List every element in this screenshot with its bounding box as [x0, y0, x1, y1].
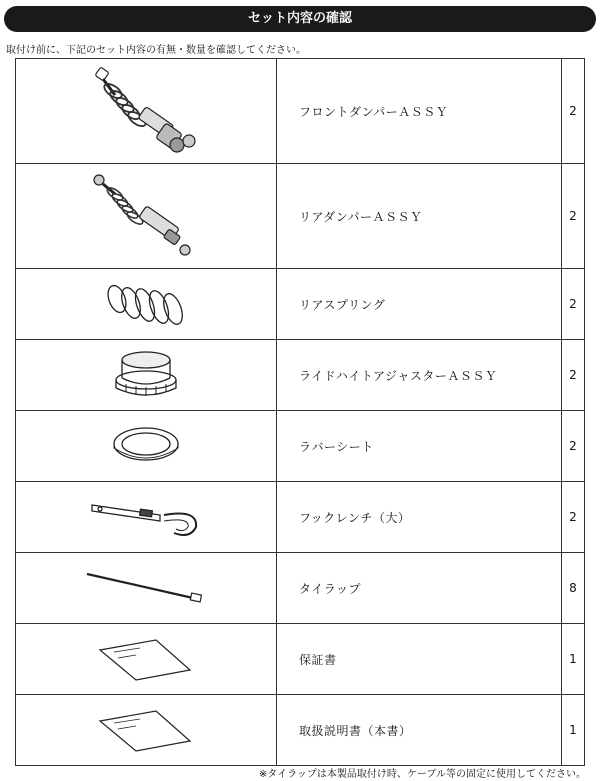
item-qty: 1 — [562, 624, 585, 695]
item-name: フックレンチ（大） — [277, 482, 562, 553]
item-qty: 8 — [562, 553, 585, 624]
item-qty: 2 — [562, 164, 585, 269]
item-name: タイラップ — [277, 553, 562, 624]
item-qty: 1 — [562, 695, 585, 766]
table-row — [16, 340, 585, 411]
item-qty: 2 — [562, 340, 585, 411]
parts-table — [15, 58, 585, 766]
item-name: リアスプリング — [277, 269, 562, 340]
item-image-cell — [16, 482, 277, 553]
item-image-cell — [16, 553, 277, 624]
item-qty: 2 — [562, 59, 585, 164]
table-row — [16, 411, 585, 482]
table-row — [16, 553, 585, 624]
item-image-cell — [16, 411, 277, 482]
table-row — [16, 164, 585, 269]
table-row — [16, 482, 585, 553]
ride-height-adjuster-icon — [106, 348, 186, 402]
section-title: セット内容の確認 — [247, 11, 352, 26]
item-image-cell — [16, 164, 277, 269]
table-row — [16, 624, 585, 695]
item-image-cell — [16, 269, 277, 340]
table-row — [16, 59, 585, 164]
footnote: ※タイラップは本製品取付け時、ケーブル等の固定に使用してください。 — [258, 769, 586, 780]
table-row — [16, 269, 585, 340]
instruction-manual-icon — [96, 707, 196, 753]
section-header — [4, 6, 596, 32]
item-qty: 2 — [562, 411, 585, 482]
item-qty: 2 — [562, 269, 585, 340]
item-name: リアダンパーＡＳＳＹ — [277, 164, 562, 269]
warranty-card-icon — [96, 636, 196, 682]
rubber-seat-icon — [106, 424, 186, 468]
front-damper-icon — [81, 65, 211, 157]
item-name: フロントダンパーＡＳＳＹ — [277, 59, 562, 164]
item-image-cell — [16, 695, 277, 766]
item-image-cell — [16, 624, 277, 695]
rear-spring-icon — [101, 279, 191, 329]
item-name: 保証書 — [277, 624, 562, 695]
item-image-cell — [16, 59, 277, 164]
item-name: ラバーシート — [277, 411, 562, 482]
item-qty: 2 — [562, 482, 585, 553]
item-name: 取扱説明書（本書） — [277, 695, 562, 766]
item-name: ライドハイトアジャスターＡＳＳＹ — [277, 340, 562, 411]
tie-wrap-icon — [81, 568, 211, 608]
table-row — [16, 695, 585, 766]
hook-wrench-icon — [86, 495, 206, 539]
item-image-cell — [16, 340, 277, 411]
intro-text: 取付け前に、下記のセット内容の有無・数量を確認してください。 — [6, 45, 306, 56]
rear-damper-icon — [81, 170, 211, 262]
